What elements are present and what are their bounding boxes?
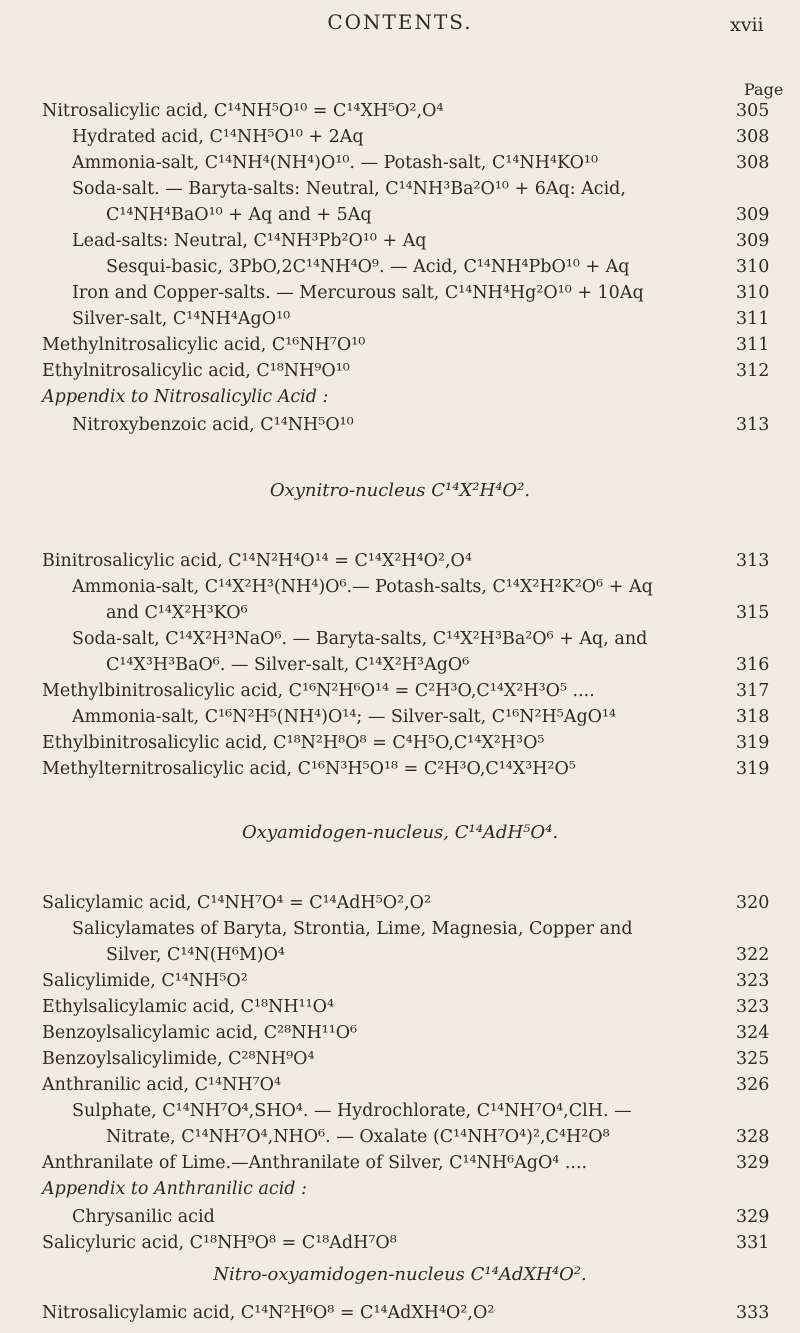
toc-page: 310 — [736, 257, 770, 277]
toc-entry: Silver-salt, C¹⁴NH⁴AgO¹⁰ — [72, 309, 291, 329]
toc-entry: Hydrated acid, C¹⁴NH⁵O¹⁰ + 2Aq — [72, 127, 364, 147]
section-heading-oxyamidogen: Oxyamidogen-nucleus, C¹⁴AdH⁵O⁴. — [241, 822, 559, 843]
toc-entry: Benzoylsalicylimide, C²⁸NH⁹O⁴ — [42, 1049, 315, 1069]
toc-entry: Ammonia-salt, C¹⁴NH⁴(NH⁴)O¹⁰. — Potash-salt, C¹⁴NH⁴KO¹⁰ — [72, 153, 598, 173]
toc-entry: Salicylamates of Baryta, Strontia, Lime, Magnesia, Copper and — [72, 919, 633, 939]
page-title: CONTENTS. — [327, 10, 473, 34]
toc-page: 329 — [736, 1153, 770, 1173]
toc-entry: Sesqui-basic, 3PbO,2C¹⁴NH⁴O⁹. — Acid, C¹⁴NH⁴PbO¹⁰ + Aq — [106, 257, 630, 277]
toc-page: 311 — [736, 309, 770, 329]
section-heading-oxynitro: Oxynitro-nucleus C¹⁴X²H⁴O². — [269, 480, 531, 501]
toc-entry: Lead-salts: Neutral, C¹⁴NH³Pb²O¹⁰ + Aq — [72, 231, 427, 251]
toc-page: 319 — [736, 759, 770, 779]
appendix-heading: Appendix to Nitrosalicylic Acid : — [42, 387, 329, 407]
toc-page: 324 — [736, 1023, 770, 1043]
toc-entry: Salicylimide, C¹⁴NH⁵O² — [42, 971, 248, 991]
toc-page: 305 — [736, 101, 770, 121]
toc-entry: Methylternitrosalicylic acid, C¹⁶N³H⁵O¹⁸ = C²H³O,C¹⁴X³H²O⁵ — [42, 759, 576, 779]
toc-entry: Ethylsalicylamic acid, C¹⁸NH¹¹O⁴ — [42, 997, 334, 1017]
toc-entry: Nitrosalicylic acid, C¹⁴NH⁵O¹⁰ = C¹⁴XH⁵O²,O⁴ — [42, 101, 444, 121]
toc-entry: Methylnitrosalicylic acid, C¹⁶NH⁷O¹⁰ — [42, 335, 366, 355]
toc-page: 331 — [736, 1233, 770, 1253]
toc-page: 308 — [736, 127, 770, 147]
toc-entry: Soda-salt. — Baryta-salts: Neutral, C¹⁴NH³Ba²O¹⁰ + 6Aq: Acid, — [72, 179, 626, 199]
toc-entry: Nitroxybenzoic acid, C¹⁴NH⁵O¹⁰ — [72, 415, 354, 435]
toc-entry: C¹⁴X³H³BaO⁶. — Silver-salt, C¹⁴X²H³AgO⁶ — [106, 655, 470, 675]
toc-page: 320 — [736, 893, 770, 913]
toc-page: 323 — [736, 971, 770, 991]
toc-entry: and C¹⁴X²H³KO⁶ — [106, 603, 248, 623]
toc-page: 323 — [736, 997, 770, 1017]
appendix-heading: Appendix to Anthranilic acid : — [42, 1179, 307, 1199]
toc-entry: Anthranilic acid, C¹⁴NH⁷O⁴ — [42, 1075, 281, 1095]
toc-entry: Ammonia-salt, C¹⁶N²H⁵(NH⁴)O¹⁴; — Silver-salt, C¹⁶N²H⁵AgO¹⁴ — [72, 707, 617, 727]
page-number-roman: xvii — [730, 14, 764, 36]
toc-entry: Ethylnitrosalicylic acid, C¹⁸NH⁹O¹⁰ — [42, 361, 350, 381]
toc-entry: Benzoylsalicylamic acid, C²⁸NH¹¹O⁶ — [42, 1023, 358, 1043]
toc-entry: Anthranilate of Lime.—Anthranilate of Silver, C¹⁴NH⁶AgO⁴ .... — [42, 1153, 588, 1173]
toc-entry: Salicylamic acid, C¹⁴NH⁷O⁴ = C¹⁴AdH⁵O²,O² — [42, 893, 432, 913]
toc-entry: Methylbinitrosalicylic acid, C¹⁶N²H⁶O¹⁴ = C²H³O,C¹⁴X²H³O⁵ .... — [42, 681, 595, 701]
toc-page: 309 — [736, 231, 770, 251]
toc-entry: Ethylbinitrosalicylic acid, C¹⁸N²H⁸O⁸ = C⁴H⁵O,C¹⁴X²H³O⁵ — [42, 733, 545, 753]
toc-entry: Iron and Copper-salts. — Mercurous salt, C¹⁴NH⁴Hg²O¹⁰ + 10Aq — [72, 283, 644, 303]
toc-page: 328 — [736, 1127, 770, 1147]
toc-page: 310 — [736, 283, 770, 303]
toc-page: 313 — [736, 551, 770, 571]
toc-page: 333 — [736, 1303, 770, 1323]
toc-page: 316 — [736, 655, 770, 675]
toc-entry: Salicyluric acid, C¹⁸NH⁹O⁸ = C¹⁸AdH⁷O⁸ — [42, 1233, 397, 1253]
toc-entry: Binitrosalicylic acid, C¹⁴N²H⁴O¹⁴ = C¹⁴X²H⁴O²,O⁴ — [42, 551, 472, 571]
toc-page: 308 — [736, 153, 770, 173]
toc-entry: Silver, C¹⁴N(H⁶M)O⁴ — [106, 945, 285, 965]
toc-entry: Nitrosalicylamic acid, C¹⁴N²H⁶O⁸ = C¹⁴AdXH⁴O²,O² — [42, 1303, 495, 1323]
toc-page: 313 — [736, 415, 770, 435]
toc-entry: Sulphate, C¹⁴NH⁷O⁴,SHO⁴. — Hydrochlorate, C¹⁴NH⁷O⁴,ClH. — — [72, 1101, 632, 1121]
toc-page: 322 — [736, 945, 770, 965]
toc-page: 315 — [736, 603, 770, 623]
toc-page: 319 — [736, 733, 770, 753]
page-column-label: Page — [744, 80, 784, 99]
toc-page: 309 — [736, 205, 770, 225]
toc-entry: Ammonia-salt, C¹⁴X²H³(NH⁴)O⁶.— Potash-salts, C¹⁴X²H²K²O⁶ + Aq — [72, 577, 653, 597]
toc-entry: C¹⁴NH⁴BaO¹⁰ + Aq and + 5Aq — [106, 205, 372, 225]
toc-page: 312 — [736, 361, 770, 381]
toc-page: 329 — [736, 1207, 770, 1227]
toc-page: 317 — [736, 681, 770, 701]
toc-page: 325 — [736, 1049, 770, 1069]
toc-page: 311 — [736, 335, 770, 355]
toc-entry: Soda-salt, C¹⁴X²H³NaO⁶. — Baryta-salts, C¹⁴X²H³Ba²O⁶ + Aq, and — [72, 629, 648, 649]
section-heading-nitro-oxyamidogen: Nitro-oxyamidogen-nucleus C¹⁴AdXH⁴O². — [213, 1264, 587, 1285]
toc-page: 326 — [736, 1075, 770, 1095]
toc-entry: Chrysanilic acid — [72, 1207, 215, 1227]
toc-page: 318 — [736, 707, 770, 727]
toc-entry: Nitrate, C¹⁴NH⁷O⁴,NHO⁶. — Oxalate (C¹⁴NH⁷O⁴)²,C⁴H²O⁸ — [106, 1127, 610, 1147]
